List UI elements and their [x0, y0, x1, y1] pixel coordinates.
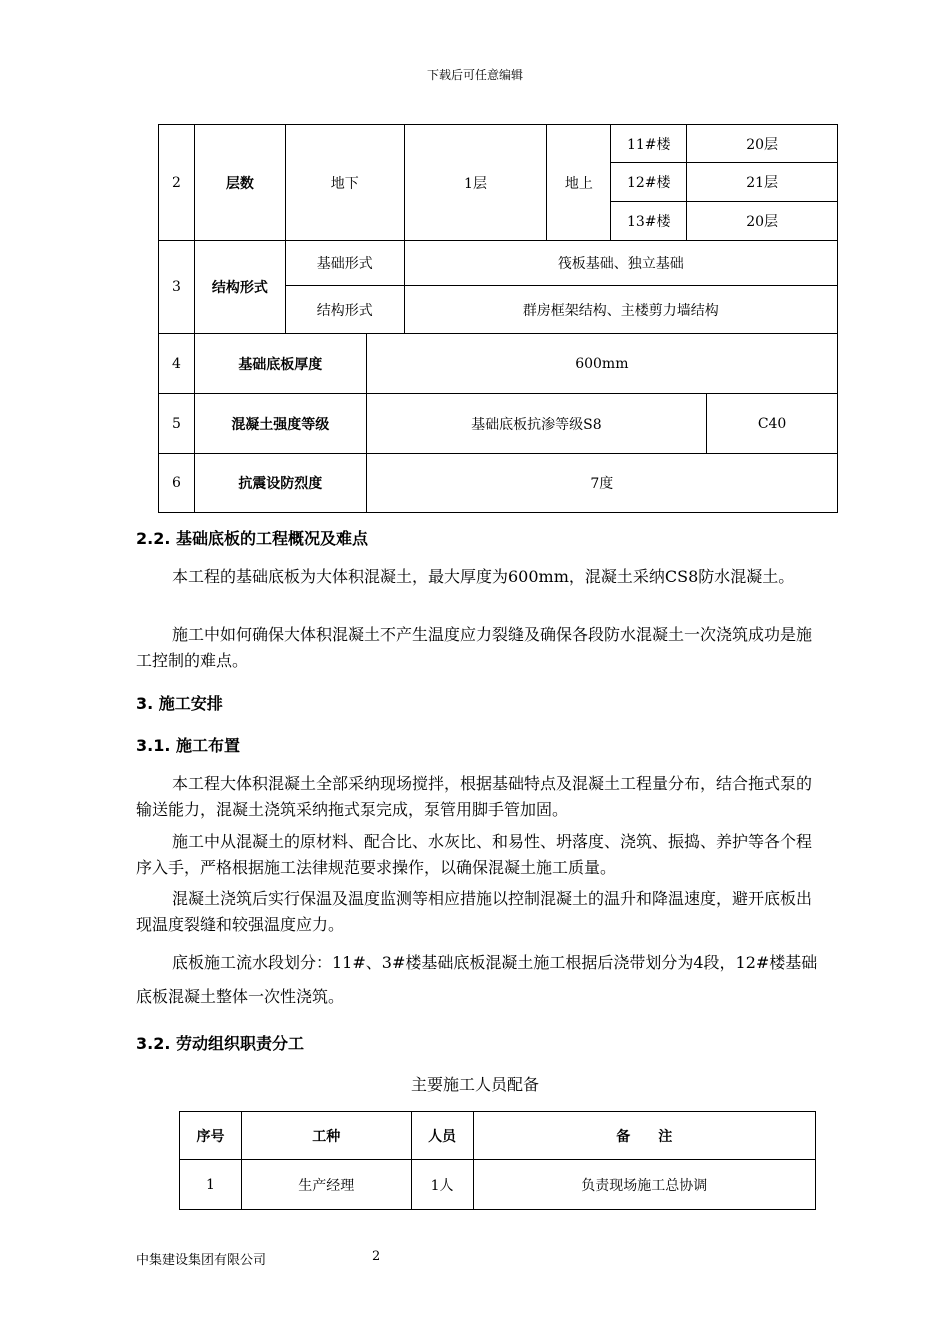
impermeability-value: 基础底板抗渗等级S8 — [366, 394, 706, 454]
paragraph: 施工中如何确保大体积混凝土不产生温度应力裂缝及确保各段防水混凝土一次浇筑成功是施工控制的难点。 — [136, 625, 813, 670]
page-number: 2 — [372, 1249, 381, 1264]
building-name: 11#楼 — [611, 125, 687, 163]
thickness-value: 600mm — [366, 334, 837, 394]
underground-label: 地下 — [285, 125, 404, 241]
paragraph: 施工中从混凝土的原材料、配合比、水灰比、和易性、坍落度、浇筑、振捣、养护等各个程序入手，严格根据施工法律规范要求操作，以确保混凝土施工质量。 — [136, 832, 813, 877]
row-no: 6 — [159, 454, 195, 513]
sub-label: 基础形式 — [285, 241, 404, 286]
structure-type-value: 群房框架结构、主楼剪力墙结构 — [404, 286, 837, 334]
table-caption: 主要施工人员配备 — [410, 1075, 539, 1094]
row-label-concrete-grade: 混凝土强度等级 — [194, 394, 366, 454]
sub-label: 结构形式 — [285, 286, 404, 334]
building-floors: 20层 — [687, 125, 838, 163]
table-cell: 1人 — [411, 1160, 473, 1210]
row-no: 3 — [159, 241, 195, 334]
project-overview-table-lower — [158, 333, 838, 513]
row-label-thickness: 基础底板厚度 — [194, 334, 366, 394]
section-heading-3-1: 3.1. 施工布置 — [136, 736, 240, 755]
row-no: 5 — [159, 394, 195, 454]
section-heading-2-2: 2.2. 基础底板的工程概况及难点 — [136, 529, 368, 548]
personnel-table — [179, 1111, 816, 1210]
paragraph: 混凝土浇筑后实行保温及温度监测等相应措施以控制混凝土的温升和降温速度，避开底板出现温度裂缝和较强温度应力。 — [136, 889, 813, 934]
row-no: 2 — [159, 125, 195, 241]
underground-value: 1层 — [404, 125, 547, 241]
page-header: 下载后可任意编辑 — [426, 68, 523, 82]
building-name: 12#楼 — [611, 163, 687, 202]
column-header: 序号 — [180, 1112, 242, 1160]
column-header: 备 注 — [473, 1112, 815, 1160]
row-label-floors: 层数 — [194, 125, 285, 241]
footer-company: 中集建设集团有限公司 — [136, 1253, 267, 1268]
foundation-type-value: 筏板基础、独立基础 — [404, 241, 837, 286]
row-label-seismic: 抗震设防烈度 — [194, 454, 366, 513]
building-name: 13#楼 — [611, 202, 687, 241]
building-floors: 20层 — [687, 202, 838, 241]
section-heading-3: 3. 施工安排 — [136, 694, 223, 713]
paragraph: 本工程大体积混凝土全部采纳现场搅拌，根据基础特点及混凝土工程量分布，结合拖式泵的输送能力，混凝土浇筑采纳拖式泵完成，泵管用脚手管加固。 — [136, 774, 813, 819]
table-cell: 1 — [180, 1160, 242, 1210]
table-cell: 生产经理 — [241, 1160, 411, 1210]
section-heading-3-2: 3.2. 劳动组织职责分工 — [136, 1034, 304, 1053]
aboveground-label: 地上 — [547, 125, 611, 241]
project-overview-table — [158, 124, 838, 334]
table-cell: 负责现场施工总协调 — [473, 1160, 815, 1210]
column-header: 人员 — [411, 1112, 473, 1160]
paragraph: 本工程的基础底板为大体积混凝土，最大厚度为600mm，混凝土采纳CS8防水混凝土。 — [172, 567, 795, 586]
row-label-structure: 结构形式 — [194, 241, 285, 334]
strength-grade-value: C40 — [707, 394, 838, 454]
table-row — [180, 1160, 816, 1210]
row-no: 4 — [159, 334, 195, 394]
column-header: 工种 — [241, 1112, 411, 1160]
paragraph: 底板施工流水段划分：11#、3#楼基础底板混凝土施工根据后浇带划分为4段，12#楼基础底板混凝土整体一次性浇筑。 — [136, 953, 818, 1006]
building-floors: 21层 — [687, 163, 838, 202]
seismic-value: 7度 — [366, 454, 837, 513]
